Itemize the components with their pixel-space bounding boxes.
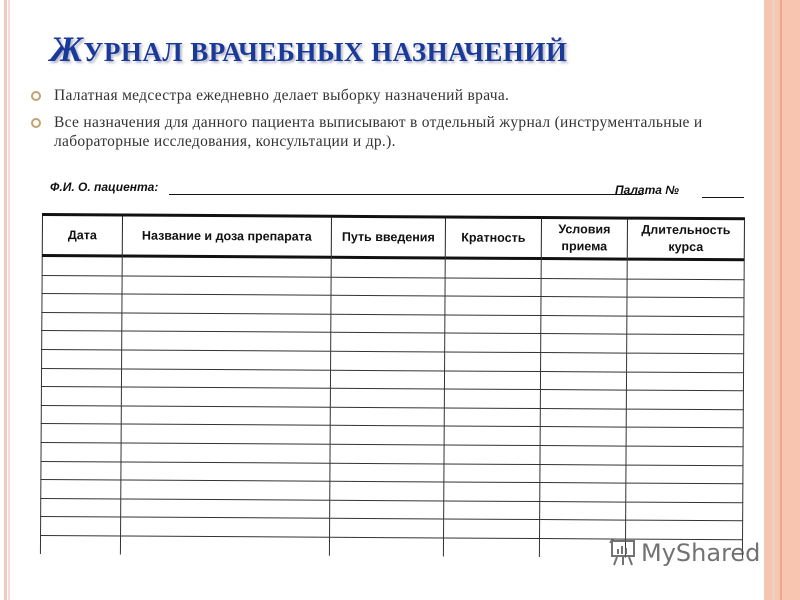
table-cell <box>121 462 330 482</box>
table-cell <box>122 256 331 277</box>
bullet-ring-icon <box>31 91 41 101</box>
table-cell <box>40 535 120 554</box>
table-cell <box>627 316 744 335</box>
table-cell <box>626 483 743 502</box>
bullet-item <box>30 86 750 105</box>
table-cell <box>122 313 331 333</box>
table-cell <box>121 443 330 463</box>
table-cell <box>42 349 122 368</box>
table-cell <box>626 446 743 465</box>
table-cell <box>122 350 331 370</box>
table-cell <box>627 334 744 353</box>
slide-title <box>50 28 567 70</box>
table-cell <box>121 406 330 426</box>
table-cell <box>330 426 444 445</box>
table-cell <box>627 259 744 279</box>
table-cell <box>445 333 541 352</box>
table-cell <box>121 369 330 389</box>
column-header-drug: Название и доза препарата <box>122 215 331 257</box>
table-cell <box>42 256 122 276</box>
table-cell <box>541 353 627 372</box>
table-cell <box>444 445 540 464</box>
table-cell <box>540 501 626 520</box>
table-cell <box>626 390 743 409</box>
table-cell <box>445 315 541 334</box>
table-cell <box>541 278 627 297</box>
table-cell <box>41 387 121 406</box>
table-cell <box>41 368 121 387</box>
table-cell <box>540 371 626 390</box>
table-cell <box>445 278 541 297</box>
table-cell <box>330 407 444 426</box>
presentation-board-icon <box>608 538 638 566</box>
table-cell <box>41 442 121 461</box>
table-cell <box>121 517 330 537</box>
right-border-line <box>780 0 782 600</box>
table-cell <box>330 519 444 538</box>
ward-label: Палата № <box>615 183 680 197</box>
table-cell <box>541 297 627 316</box>
table-cell <box>121 387 330 407</box>
table-cell <box>540 427 626 446</box>
table-cell <box>41 461 121 480</box>
table-cell <box>444 501 540 520</box>
table-cell <box>41 498 121 517</box>
table-cell <box>444 463 540 482</box>
bullet-item <box>30 113 750 151</box>
left-border-stripe <box>4 0 7 600</box>
table-cell <box>626 465 743 484</box>
column-header-frequency: Кратность <box>445 217 541 259</box>
table-cell <box>540 483 626 502</box>
table-cell <box>41 480 121 499</box>
table-cell <box>42 294 122 313</box>
table-cell <box>329 537 443 556</box>
table-cell <box>42 331 122 350</box>
table-cell <box>122 276 331 296</box>
ward-number-line <box>702 197 744 198</box>
table-cell <box>330 463 444 482</box>
column-header-conditions: Условия приема <box>541 218 627 260</box>
table-cell <box>627 353 744 372</box>
table-cell <box>331 277 445 296</box>
table-cell <box>41 517 121 536</box>
table-cell <box>444 482 540 501</box>
table-cell <box>330 500 444 519</box>
table-cell <box>627 279 744 298</box>
table-cell <box>331 314 445 333</box>
column-header-date: Дата <box>42 215 122 256</box>
left-border-stripe-inner <box>8 0 10 600</box>
patient-name-line <box>169 194 643 195</box>
table-cell <box>41 405 121 424</box>
bullet-ring-icon <box>31 118 41 128</box>
table-cell <box>626 427 743 446</box>
table-cell <box>121 480 330 500</box>
patient-name-label: Ф.И. О. пациента: <box>50 180 159 194</box>
right-border-line <box>772 0 775 600</box>
column-header-route: Путь введения <box>331 216 445 258</box>
form-header <box>48 180 738 200</box>
table-cell <box>540 408 626 427</box>
table-cell <box>541 259 627 279</box>
table-cell <box>445 258 541 278</box>
table-cell <box>444 371 540 390</box>
table-cell <box>121 424 330 444</box>
table-cell <box>331 295 445 314</box>
bullet-text: Палатная медсестра ежедневно делает выборку назначений врача. <box>54 87 510 104</box>
table-cell <box>330 370 444 389</box>
table-cell <box>42 275 122 294</box>
table-cell <box>330 388 444 407</box>
title-text: УРНАЛ ВРАЧЕБНЫХ НАЗНАЧЕНИЙ <box>83 37 568 67</box>
title-initial: Ж <box>50 29 84 69</box>
table-cell <box>120 536 329 555</box>
watermark-text: MyShared <box>641 539 761 567</box>
table-cell <box>626 372 743 391</box>
table-cell <box>444 389 540 408</box>
table-cell <box>444 426 540 445</box>
table-cell <box>41 424 121 443</box>
table-cell <box>42 312 122 331</box>
table-cell <box>444 408 540 427</box>
table-header-row <box>42 215 744 260</box>
table-cell <box>540 390 626 409</box>
table-body <box>40 256 744 558</box>
bullet-list <box>30 86 750 159</box>
table-cell <box>540 464 626 483</box>
table-cell <box>626 502 743 521</box>
bullet-text: Все назначения для данного пациента выписывают в отдельный журнал (инструментальные и лабораторные исследования, консультации и др.). <box>54 114 703 150</box>
table-cell <box>540 445 626 464</box>
table-cell <box>626 520 743 539</box>
table-cell <box>331 351 445 370</box>
column-header-duration: Длительность курса <box>627 218 744 260</box>
watermark <box>608 538 760 567</box>
table-cell <box>331 257 445 277</box>
table-cell <box>443 538 539 557</box>
table-cell <box>122 294 331 314</box>
table-cell <box>626 409 743 428</box>
right-border-band <box>765 0 800 600</box>
table-cell <box>122 331 331 351</box>
table-cell <box>445 352 541 371</box>
table-cell <box>331 333 445 352</box>
table-cell <box>444 519 540 538</box>
table-cell <box>121 499 330 519</box>
table-cell <box>330 481 444 500</box>
table-cell <box>330 444 444 463</box>
table-cell <box>445 296 541 315</box>
table-cell <box>627 297 744 316</box>
prescription-journal-table <box>40 213 745 558</box>
table-cell <box>540 520 626 539</box>
table-cell <box>541 334 627 353</box>
table-cell <box>541 315 627 334</box>
